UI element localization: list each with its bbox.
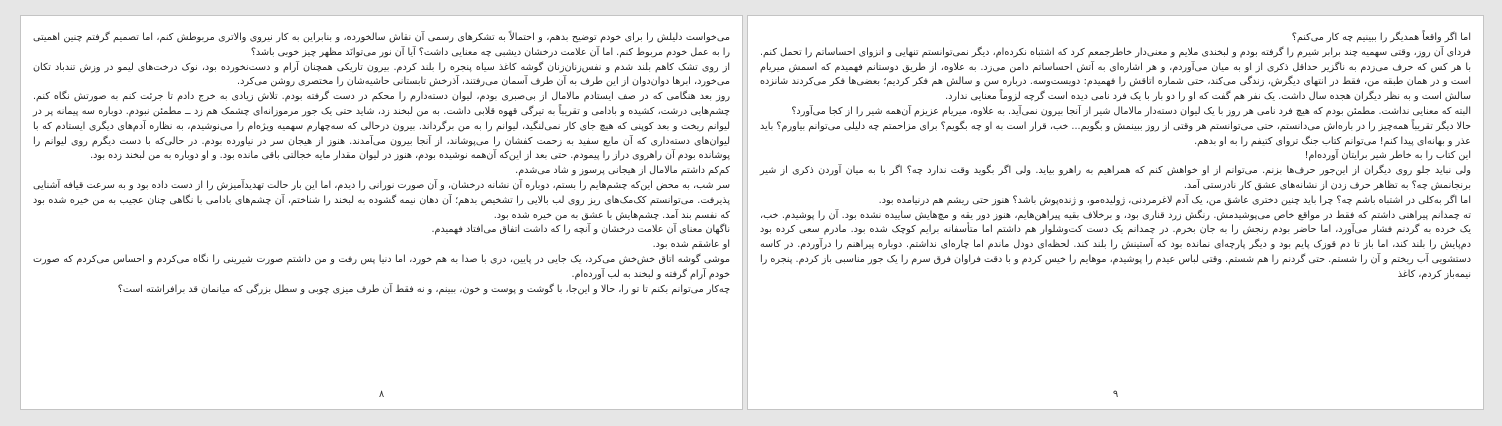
paragraph: اما اگر به‌کلی در اشتباه باشم چه؟ چرا باید چنین دختری عاشق من، یک آدم لاغرمردنی، ژولیده‌مو، و ژنده‌پوش باشد؟ هنوز حتی ریشم هم درنیامده بود.	[878, 194, 1471, 206]
paragraph: از روی تشک کاهم بلند شدم و نفس‌زنان‌زنان گوشه کاغذ سیاه پنجره را بلند کردم. بیرون تاریکی همچنان آرام و دست‌نخورده بود، نوک درخت‌های لیمو در وزش تندباد تکان می‌خورد، ابرها دوان‌دوان از این طرف به آن طرف آسمان می‌رفتند، آذرخش تابستانی حاشیه‌شان را مختصری روشن می‌کرد.	[33, 61, 730, 88]
paragraph: می‌خواست دلیلش را برای خودم توضیح بدهم، و احتمالاً به تشکرهای رسمی آن نقاش سالخورده، و بنابراین به کار نیروی والاتری مربوطش کنم، اما تصمیم گرفتم چنین اهمیتی را به عمل خودم مربوط کنم. اما آن علامت درخشان دیشبی چه معنایی داشت؟ آیا آن نور می‌توانَد مظهر چیز خوبی باشد؟	[33, 32, 730, 58]
paragraph: این کتاب را به خاطر شیر برایتان آورده‌ام!	[1304, 150, 1471, 162]
paragraph: ناگهان معنای آن علامت درخشان و آنچه را که داشت اتفاق می‌افتاد فهمیدم.	[431, 224, 730, 236]
paragraph: سر شب، به محض این‌که چشم‌هایم را بستم، دوباره آن نشانه درخشان، و آن صورت نورانی را دیدم، اما این بار حالت تهدیدآمیزش را از دست داده بود و به سرعت قیافه آشنایی پذیرفت. می‌توانستم کک‌مک‌های ریز روی لب بالایی را تشخیص بدهم؛ آن دهان نیمه گشوده به لبخند را شناختم، آن چشم‌های بادامی با نگاهی چنان عجیب به من خیره شده بود که نفسم بند آمد. چشم‌هایش با عشق به من خیره شده بود.	[33, 179, 730, 221]
page-number: ۹	[1112, 389, 1119, 400]
paragraph: موشی گوشه اتاق خش‌خش می‌کرد، یک جایی در پایین، دری با صدا به هم خورد، اما دنیا پس رفت و من داشتم صورت شیرینی را نگاه می‌کردم و احساس می‌کردم که صورت خودم آرام گرفته و لبخند به لب آورده‌ام.	[33, 253, 730, 280]
paragraph: روز بعد هنگامی که در صف ایستادم مالامال از بی‌صبری بودم، لیوان دسته‌دارم را محکم در دست گرفته بودم. تلاش زیادی به خرج دادم تا جرئت کنم به صورتش نگاه کنم. چشم‌هایی درشت، کشیده و بادامی و تقریباً به تیرگی قهوه قلابی داشت. به من لبخند زد، شاید حتی یک جور مرموزانه‌ای چشمک هم زد ــ مطمئن نبودم. دوباره سه پیمانه پر در لیوانم ریخت و بعد کوپنی که هیچ جای کار نمی‌لنگید، لیوانم را به من برگرداند. بیرون درحالی که سه‌چهارم سهمیه ویژه‌ام را می‌نوشیدم، به نظاره آدم‌های دیگری ایستادم که با لیوان‌های دسته‌داری که آن مایع سفید به زحمت کفشان را می‌پوشاند، از آنجا بیرون می‌آمدند. هنوز از هیجان سر در نیاورده بودم. در حالی‌که با دست دیگرم روی لیوانم را پوشانده بودم آن راهروی دراز را پیمودم. حتی بعد از این‌که آن‌همه نوشیده بودم، هنوز در لیوان مقدار مایه خجالتی باقی مانده بود. و او دوباره به من لبخند زده بود.	[33, 91, 730, 162]
left-page-text	[33, 31, 730, 297]
paragraph: او عاشقم شده بود.	[652, 239, 730, 251]
paragraph: ولی نباید جلو روی دیگران از این‌جور حرف‌ها بزنم. می‌توانم از او خواهش کنم که همراهیم به راهرو بیاید. ولی اگر بگوید وقت ندارد چه؟ اگر با به میان آوردن ذکری از شیر برنجانمش چه؟ به تظاهر حرف زدن از نشانه‌های عشق کار نادرستی آمد.	[760, 165, 1471, 191]
right-page-text	[760, 31, 1471, 283]
paragraph: ته چمدانم پیراهنی داشتم که فقط در مواقع خاص می‌پوشیدمش. رنگش زرد قناری بود، و برخلاف بقیه پیراهن‌هایم، هنوز دور یقه و مچ‌هایش ساییده نشده بود. آن را پوشیدم. خب، یک خرده به گردنم فشار می‌آورد، اما حاضر بودم رنجش را به جان بخرم. در چمدانم یک دست کت‌وشلوار هم داشتم اما متأسفانه برایم کوچک شده بود. مادرم سعی کرده بود دم‌پایش را بلند کند، اما باز تا دم قوزک پایم بود و دیگر پارچه‌ای نمانده بود که آستینش را بلند کند. لحظه‌ای دودل ماندم اما چاره‌ای نداشتم. دوباره پیراهنم را درآوردم. در کاسه دستشویی آب ریختم و آن را شستم. حتی گردنم را هم شستم. وقتی لباس عیدم را پوشیدم، موهایم را خیس کردم و با دقت فراوان فرق سرم را یک جور مناسبی باز کردم. پنجره را نیمه‌باز کردم، کاغذ	[760, 209, 1471, 280]
paragraph: البته که معنایی نداشت. مطمئن بودم که هیچ فرد نامی هر روز با یک لیوان دسته‌دار مالامال شیر از آنجا بیرون نمی‌آید. به علاوه، میریام عزیزم آن‌همه شیر را از کجا می‌آورد؟	[791, 105, 1471, 117]
paragraph: کم‌کم داشتم مالامال از هیجانی پرسوز و شاد می‌شدم.	[515, 165, 730, 177]
paragraph: چه‌کار می‌توانم بکنم تا تو را، حالا و این‌جا، با گوشت و پوست و خون، ببینم، و نه فقط آن طرف میزی چوبی و سطل بزرگی که میانمان قد برافراشته است؟	[117, 283, 730, 295]
page-number: ۸	[378, 389, 385, 400]
paragraph: اما اگر واقعاً همدیگر را ببینیم چه کار می‌کنم؟	[1291, 32, 1471, 43]
paragraph: فردای آن روز، وقتی سهمیه چند برابر شیرم را گرفته بودم و لبخندی ملایم و معنی‌دار خاطرجمعم کرد که اشتباه نکرده‌ام، دیگر نمی‌توانستم تنهایی و انزوای احساساتم را تحمل کنم. با هر کس که حرف می‌زدم به ناگزیر حداقل ذکری از او به میان می‌آوردم، و هر اشاره‌ای به آتش احساساتم دامن می‌زد. به علاوه، از طریق دوستانم فهمیدم که اسمش میریام است و در همان طبقه من، فقط در انتهای دیگرش، زندگی می‌کند، حتی شماره اتاقش را فهمیدم: دویست‌وسه. درباره سن و سالش هم فکر کردیم؛ بعضی‌ها فکر می‌کردند شانزده سالش است و به نظر دیگران هجده سال داشت. یک نفر هم گفت که او را دو بار با یک فرد نامی دیده است گرچه لزوماً معنایی ندارد.	[760, 46, 1471, 103]
left-page	[20, 15, 743, 410]
right-page	[747, 15, 1484, 410]
paragraph: حالا دیگر تقریباً همه‌چیز را در باره‌اش می‌دانستم، حتی می‌توانستم هر وقتی از روز ببینمش و بگویم... خب، قرار است به او چه بگویم؟ برای مزاحمتم چه دلیلی می‌توانم بیاورم؟ باید عذر و بهانه‌ای پیدا کنم! می‌توانم کتاب جنگ تروای کتیفم را به او بدهم.	[760, 120, 1471, 147]
